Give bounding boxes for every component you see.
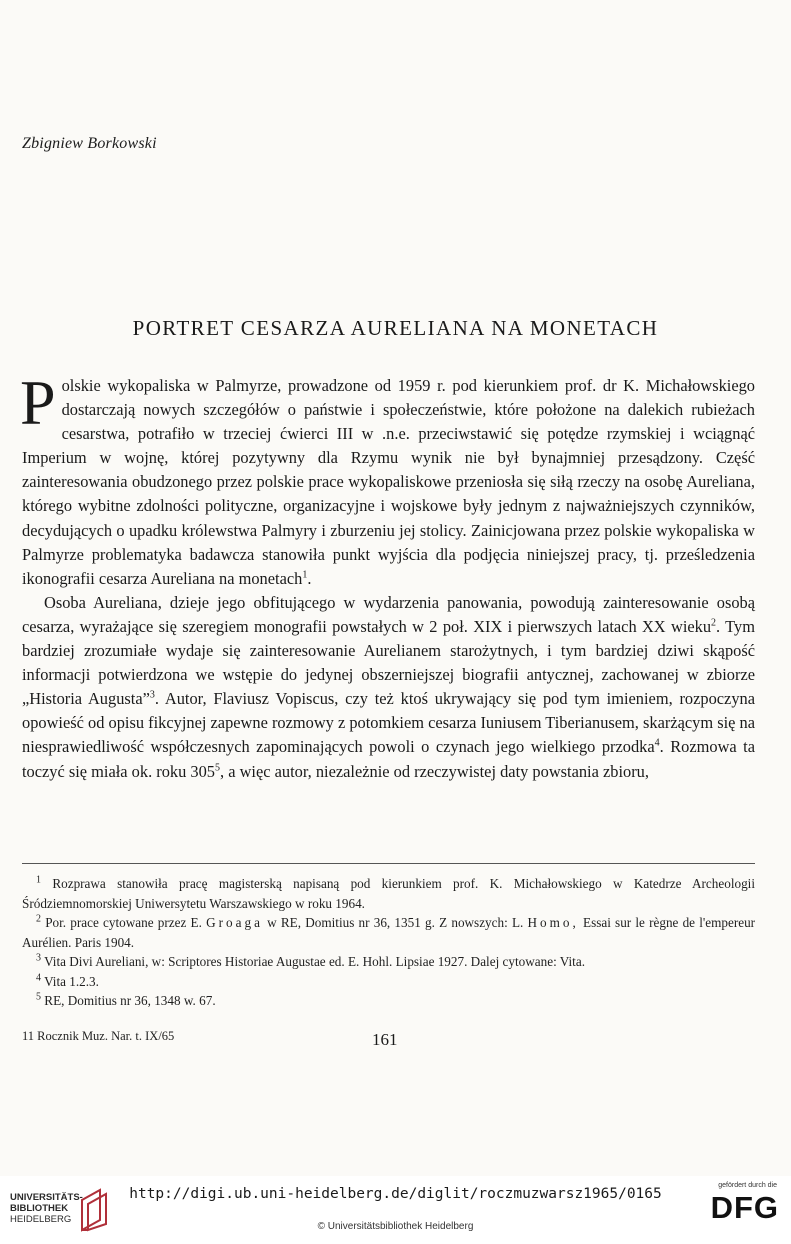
footnotes [22,874,755,1011]
funded-by-label: gefördert durch die [718,1182,777,1189]
paragraph-1: Polskie wykopaliska w Palmyrze, prowadzone od 1959 r. pod kierunkiem prof. dr K. Michałowskiego dostarczają nowych szczegółów o państwie i społeczeństwie, które położone na dalekich rubieżach cesarstwa, potrafiło w trzeciej ćwierci III w .n.e. przeciwstawić się potędze rzymskiej i wciągnąć Imperium w wojnę, której pozytywny dla Rzymu wynik nie był bynajmniej przesądzony. Część zainteresowania obudzonego przez polskie prace wykopaliskowe przeniosła się siłą rzeczy na osobę Aureliana, którego wybitne zdolności polityczne, organizacyjne i wojskowe były jednym z najważniejszych czynników, decydujących o upadku królewstwa Palmyry i zburzeniu jej stolicy. Zainicjowana przez polskie wykopaliska w Palmyrze problematyka badawcza stanowiła punkt wyjścia dla podjęcia niniejszej pracy, tj. prześledzenia ikonografii cesarza Aureliana na monetach$^1$. [20,367,755,588]
signature-mark: 11 Rocznik Muz. Nar. t. IX/65 [22,1029,175,1043]
footnote-ref: 1 [302,569,308,581]
article-title: PORTRET CESARZA AURELIANA NA MONETACH [132,316,659,340]
dfg-logo[interactable]: DFG [710,1190,779,1225]
footnote-4: $^4$ Vita 1.2.3. [36,972,99,989]
footnote-ref: 3 [149,689,155,701]
footnote-divider [22,863,755,864]
footnote-5: $^5$ RE, Domitius nr 36, 1348 w. 67. [36,991,216,1008]
footnote-1: $^1$ Rozprawa stanowiła pracę magisterską napisaną pod kierunkiem prof. K. Michałowskiego w Katedrze Archeologii Śródziemnomorskiej Uniwersytetu Warszawskiego w roku 1964. [22,874,756,911]
footnote-ref: 5 [215,762,220,774]
footnote-3: $^3$ Vita Divi Aureliani, w: Scriptores Historiae Augustae ed. E. Hohl. Lipsiae 1927. Dalej cytowane: Vita. [36,952,585,969]
article-body [20,367,755,784]
viewer-footer-bar [0,1176,791,1244]
footnote-ref: 4 [654,737,660,749]
footnote-ref: 2 [711,617,717,629]
drop-cap: P [20,367,56,438]
permalink-url[interactable]: http://digi.ub.uni-heidelberg.de/diglit/roczmuzwarsz1965/0165 [129,1186,662,1202]
page-number: 161 [372,1030,398,1049]
copyright-notice: © Universitätsbibliothek Heidelberg [317,1221,474,1232]
author-name: Zbigniew Borkowski [22,135,157,152]
library-name[interactable]: UNIVERSITÄTS- BIBLIOTHEK HEIDELBERG [10,1192,83,1225]
footnote-2: $^2$ Por. prace cytowane przez E. Groaga w RE, Domitius nr 36, 1351 g. Z nowszych: L. Homo, Essai sur le règne de l'empereur Aurélien. Paris 1904. [22,913,756,950]
paragraph-2: Osoba Aureliana, dzieje jego obfitującego w wydarzenia panowania, powodują zainteresowanie osobą cesarza, wyrażające się szeregiem monografii powstałych w 2 poł. XIX i pierwszych latach XX wieku$^2$. Tym bardziej zrozumiałe wydaje się zainteresowanie Aurelianem starożytnych, i tym bardziej dziwi skąpość informacji potwierdzona we wstępie do jedynej obszerniejszej biografii antycznej, zachowanej w zbiorze „Historia Augusta”$^3$. Autor, Flaviusz Vopiscus, czy też ktoś ukrywający się pod tym imieniem, rozpoczyna opowieść od opisu fikcyjnej zapewne rozmowy z potomkiem cesarza Iuniusem Tiberianusem, skarżącym się na niesprawiedliwość współczesnych zapominających powoli o czynach jego wielkiego przodka$^4$. Rozmowa ta toczyć się miała ok. roku $305^5$, a więc autor, niezależnie od rzeczywistej daty powstania zbioru, [22,592,755,781]
